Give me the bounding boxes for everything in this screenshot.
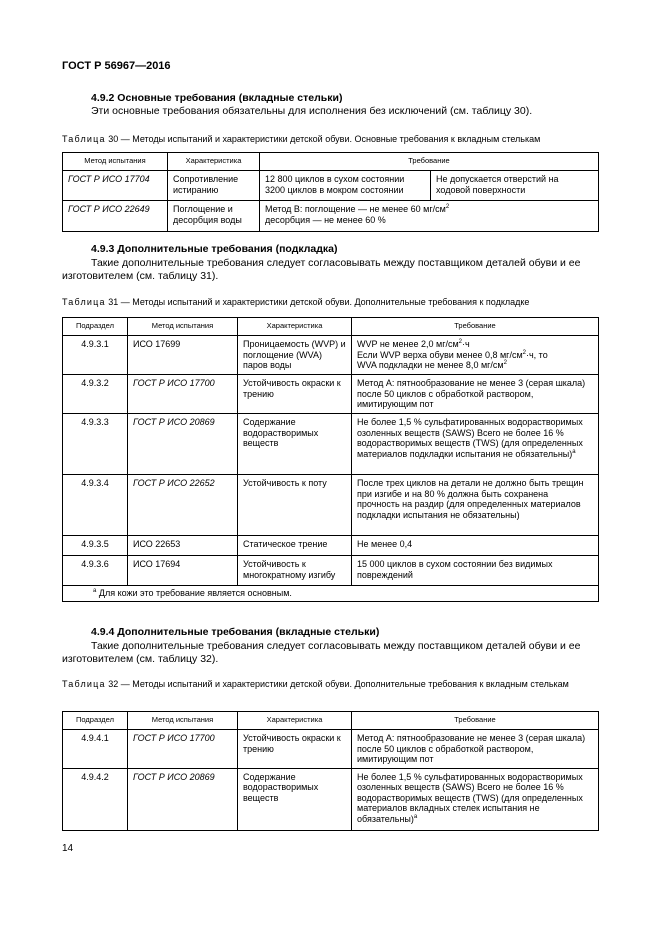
characteristic-cell: Статическое трение	[238, 536, 352, 556]
characteristic-cell: Устойчивость окраски к трению	[238, 730, 352, 769]
characteristic-cell: Проницаемость (WVP) и поглощение (WVA) паров воды	[238, 336, 352, 375]
subsection-cell: 4.9.4.1	[63, 730, 128, 769]
method-cell: ГОСТ Р ИСО 17700	[128, 730, 238, 769]
requirement-cell: 12 800 циклов в сухом состоянии 3200 циклов в мокром состоянии	[260, 171, 431, 201]
method-cell: ГОСТ Р ИСО 22652	[128, 475, 238, 536]
column-header: Подраздел	[63, 712, 128, 730]
table-32	[62, 711, 599, 831]
requirement-cell: Не допускается отверстий на ходовой поверхности	[431, 171, 599, 201]
subsection-cell: 4.9.3.3	[63, 414, 128, 475]
requirement-cell: Не менее 0,4	[352, 536, 599, 556]
method-cell: ГОСТ Р ИСО 22649	[63, 201, 168, 232]
method-cell: ИСО 22653	[128, 536, 238, 556]
document-id: ГОСТ Р 56967—2016	[62, 60, 171, 72]
table-row	[63, 536, 599, 556]
section-4-9-2-text: Эти основные требования обязательны для исполнения без исключений (см. таблицу 30).	[91, 105, 533, 117]
section-4-9-4-text: Такие дополнительные требования следует согласовывать между поставщиком деталей обуви и ее изготовителем (см. таблицу 32).	[62, 640, 581, 665]
column-header: Требование	[352, 712, 599, 730]
column-header: Требование	[352, 318, 599, 336]
requirement-cell: Метод А: пятнообразование не менее 3 (серая шкала) после 50 циклов с обработкой раствором, имитирующим пот	[352, 730, 599, 769]
section-4-9-3-text: Такие дополнительные требования следует согласовывать между поставщиком деталей обуви и ее изготовителем (см. таблицу 31).	[62, 257, 581, 282]
table-30-caption: Таблица 30 — Методы испытаний и характеристики детской обуви. Основные требования к вкладным стелькам	[62, 134, 541, 144]
column-header: Требование	[260, 153, 599, 171]
method-cell: ИСО 17694	[128, 556, 238, 586]
requirement-cell: Метод В: поглощение — не менее 60 $мг/см^2$ десорбция — не менее 60 %	[260, 201, 599, 232]
characteristic-cell: Сопротивление истиранию	[168, 171, 260, 201]
requirement-cell: После трех циклов на детали не должно быть трещин при изгибе и на 80 % должна быть сохранена прочность на раздир (для определенных материалов подкладки испытания не обязательны)	[352, 475, 599, 536]
characteristic-cell: Поглощение и десорбция воды	[168, 201, 260, 232]
column-header: Метод испытания	[128, 318, 238, 336]
page-number: 14	[62, 843, 74, 854]
section-4-9-3-title: 4.9.3 Дополнительные требования (подкладка)	[91, 243, 338, 255]
characteristic-cell: Содержание водорастворимых веществ	[238, 768, 352, 830]
table-row	[63, 171, 599, 201]
method-cell: ГОСТ Р ИСО 20869	[128, 768, 238, 830]
section-4-9-4-title: 4.9.4 Дополнительные требования (вкладные стельки)	[91, 626, 380, 638]
column-header: Характеристика	[168, 153, 260, 171]
characteristic-cell: Устойчивость окраски к трению	[238, 375, 352, 414]
column-header: Метод испытания	[128, 712, 238, 730]
characteristic-cell: Устойчивость к многократному изгибу	[238, 556, 352, 586]
requirement-cell: 15 000 циклов в сухом состоянии без видимых повреждений	[352, 556, 599, 586]
subsection-cell: 4.9.3.2	[63, 375, 128, 414]
requirement-cell: WVP не менее 2,0 $мг/см^2\cdot ч$ Если WVP верха обуви менее 0,8 $мг/см^2\cdot ч$, то WVA подкладки не менее 8,0 $мг/см^2$	[352, 336, 599, 375]
table-footnote: $^а$ Для кожи это требование является основным.	[63, 586, 599, 602]
method-cell: ГОСТ Р ИСО 17700	[128, 375, 238, 414]
method-cell: ГОСТ Р ИСО 20869	[128, 414, 238, 475]
table-row	[63, 730, 599, 769]
requirement-cell: Не более 1,5 % сульфатированных водорастворимых озоленных веществ (SAWS) Всего не более 16 % водорастворимых веществ (TWS) (для определенных материалов подкладки испытания не обязательны)$^а$	[352, 414, 599, 475]
table-footnote-row	[63, 586, 599, 602]
subsection-cell: 4.9.4.2	[63, 768, 128, 830]
characteristic-cell: Устойчивость к поту	[238, 475, 352, 536]
column-header: Подраздел	[63, 318, 128, 336]
table-row	[63, 375, 599, 414]
column-header: Характеристика	[238, 712, 352, 730]
table-31	[62, 317, 599, 602]
table-row	[63, 336, 599, 375]
table-row	[63, 556, 599, 586]
table-header-row	[63, 712, 599, 730]
table-31-caption: Таблица 31 — Методы испытаний и характеристики детской обуви. Дополнительные требования к подкладке	[62, 297, 530, 307]
subsection-cell: 4.9.3.6	[63, 556, 128, 586]
column-header: Характеристика	[238, 318, 352, 336]
table-30	[62, 152, 599, 232]
characteristic-cell: Содержание водорастворимых веществ	[238, 414, 352, 475]
subsection-cell: 4.9.3.5	[63, 536, 128, 556]
method-cell: ГОСТ Р ИСО 17704	[63, 171, 168, 201]
table-row	[63, 414, 599, 475]
table-row	[63, 768, 599, 830]
requirement-cell: Не более 1,5 % сульфатированных водорастворимых озоленных веществ (SAWS) Всего не более 16 % водорастворимых веществ (TWS) (для определенных материалов вкладных стелек испытания не обязательны)$^а$	[352, 768, 599, 830]
section-4-9-2-title: 4.9.2 Основные требования (вкладные стельки)	[91, 92, 343, 104]
table-32-caption: Таблица 32 — Методы испытаний и характеристики детской обуви. Дополнительные требования к вкладным стелькам	[62, 679, 569, 689]
requirement-cell: Метод А: пятнообразование не менее 3 (серая шкала) после 50 циклов с обработкой раствором, имитирующим пот	[352, 375, 599, 414]
subsection-cell: 4.9.3.4	[63, 475, 128, 536]
subsection-cell: 4.9.3.1	[63, 336, 128, 375]
table-header-row	[63, 318, 599, 336]
table-row	[63, 201, 599, 232]
table-header-row	[63, 153, 599, 171]
table-row	[63, 475, 599, 536]
method-cell: ИСО 17699	[128, 336, 238, 375]
column-header: Метод испытания	[63, 153, 168, 171]
